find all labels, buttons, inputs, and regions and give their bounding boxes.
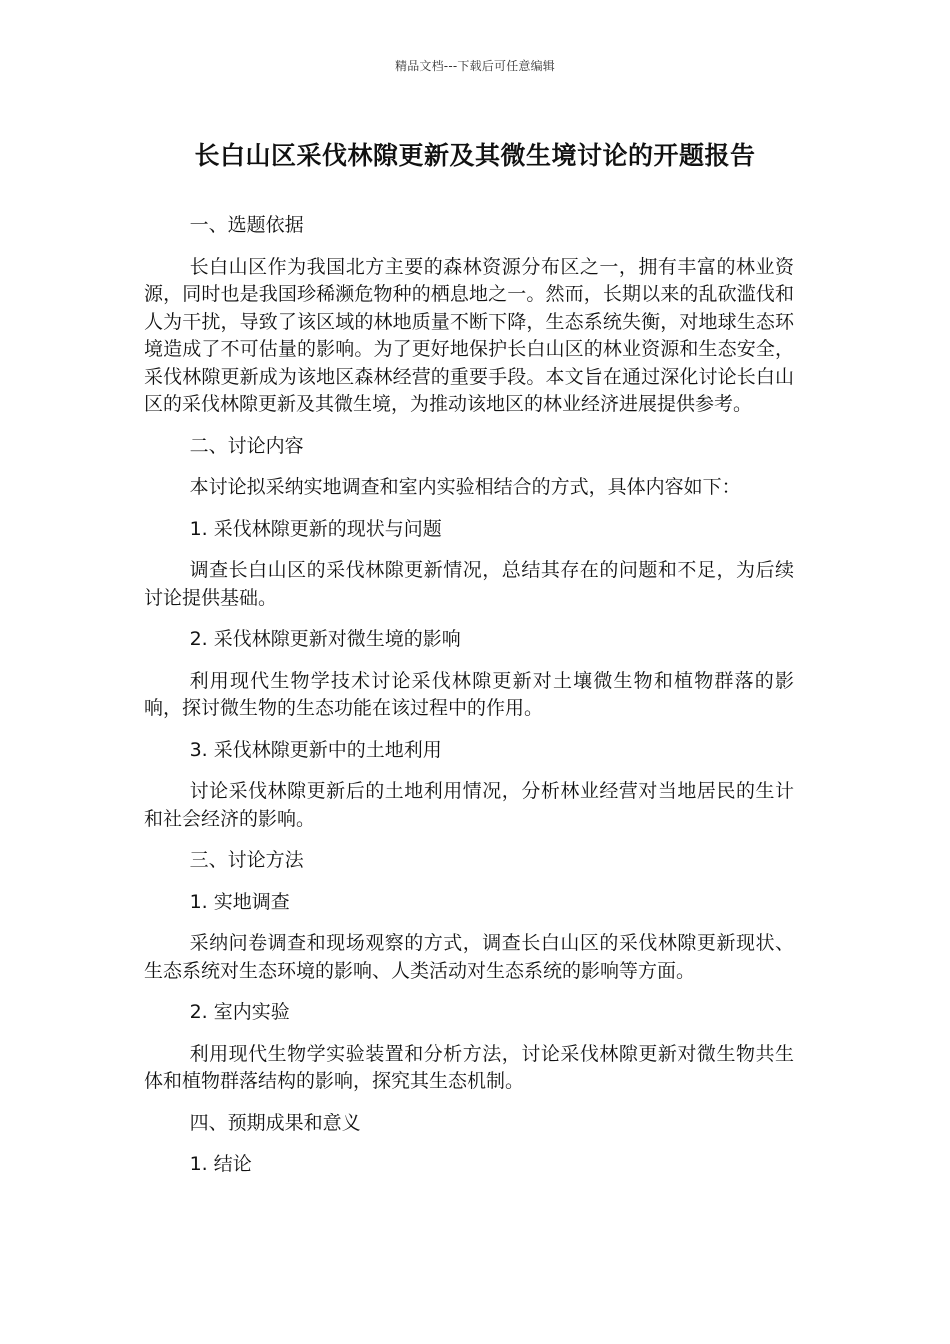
paragraph-status: 调查长白山区的采伐林隙更新情况，总结其存在的问题和不足，为后续讨论提供基础。 [144, 559, 794, 609]
section-heading-basis: 一、选题依据 [189, 214, 304, 236]
section-heading-methods: 三、讨论方法 [189, 849, 304, 871]
section-heading-outcomes: 四、预期成果和意义 [189, 1111, 361, 1134]
document-body [144, 212, 794, 1193]
subheading-microhabitat: 2. 采伐林隙更新对微生境的影响 [189, 628, 461, 650]
paragraph-basis: 长白山区作为我国北方主要的森林资源分布区之一，拥有丰富的林业资源，同时也是我国珍稀濒危物种的栖息地之一。然而，长期以来的乱砍滥伐和人为干扰，导致了该区域的林地质量不断下降，生态系统失衡，对地球生态环境造成了不可估量的影响。为了更好地保护长白山区的林业资源和生态安全，采伐林隙更新成为该地区森林经营的重要手段。本文旨在通过深化讨论长白山区的采伐林隙更新及其微生境，为推动该地区的林业经济进展提供参考。 [144, 255, 794, 415]
paragraph-land-use: 讨论采伐林隙更新后的土地利用情况，分析林业经营对当地居民的生计和社会经济的影响。 [144, 780, 794, 830]
subheading-conclusion: 1. 结论 [189, 1153, 252, 1175]
paragraph-microhabitat: 利用现代生物学技术讨论采伐林隙更新对土壤微生物和植物群落的影响，探讨微生物的生态功能在该过程中的作用。 [144, 669, 794, 719]
subheading-land-use: 3. 采伐林隙更新中的土地利用 [189, 738, 442, 761]
paragraph-lab-experiment: 利用现代生物学实验装置和分析方法，讨论采伐林隙更新对微生物共生体和植物群落结构的影响，探究其生态机制。 [144, 1042, 794, 1092]
section-heading-content: 二、讨论内容 [189, 434, 304, 457]
subheading-lab-experiment: 2. 室内实验 [189, 1001, 290, 1023]
paragraph-field-survey: 采纳问卷调查和现场观察的方式，调查长白山区的采伐林隙更新现状、生态系统对生态环境的影响、人类活动对生态系统的影响等方面。 [144, 932, 794, 982]
document-title: 长白山区采伐林隙更新及其微生境讨论的开题报告 [194, 141, 756, 170]
subheading-field-survey: 1. 实地调查 [189, 890, 290, 913]
paragraph-content-intro: 本讨论拟采纳实地调查和室内实验相结合的方式，具体内容如下： [189, 476, 741, 498]
subheading-status: 1. 采伐林隙更新的现状与问题 [189, 517, 442, 540]
header-note: 精品文档---下载后可任意编辑 [395, 59, 555, 73]
